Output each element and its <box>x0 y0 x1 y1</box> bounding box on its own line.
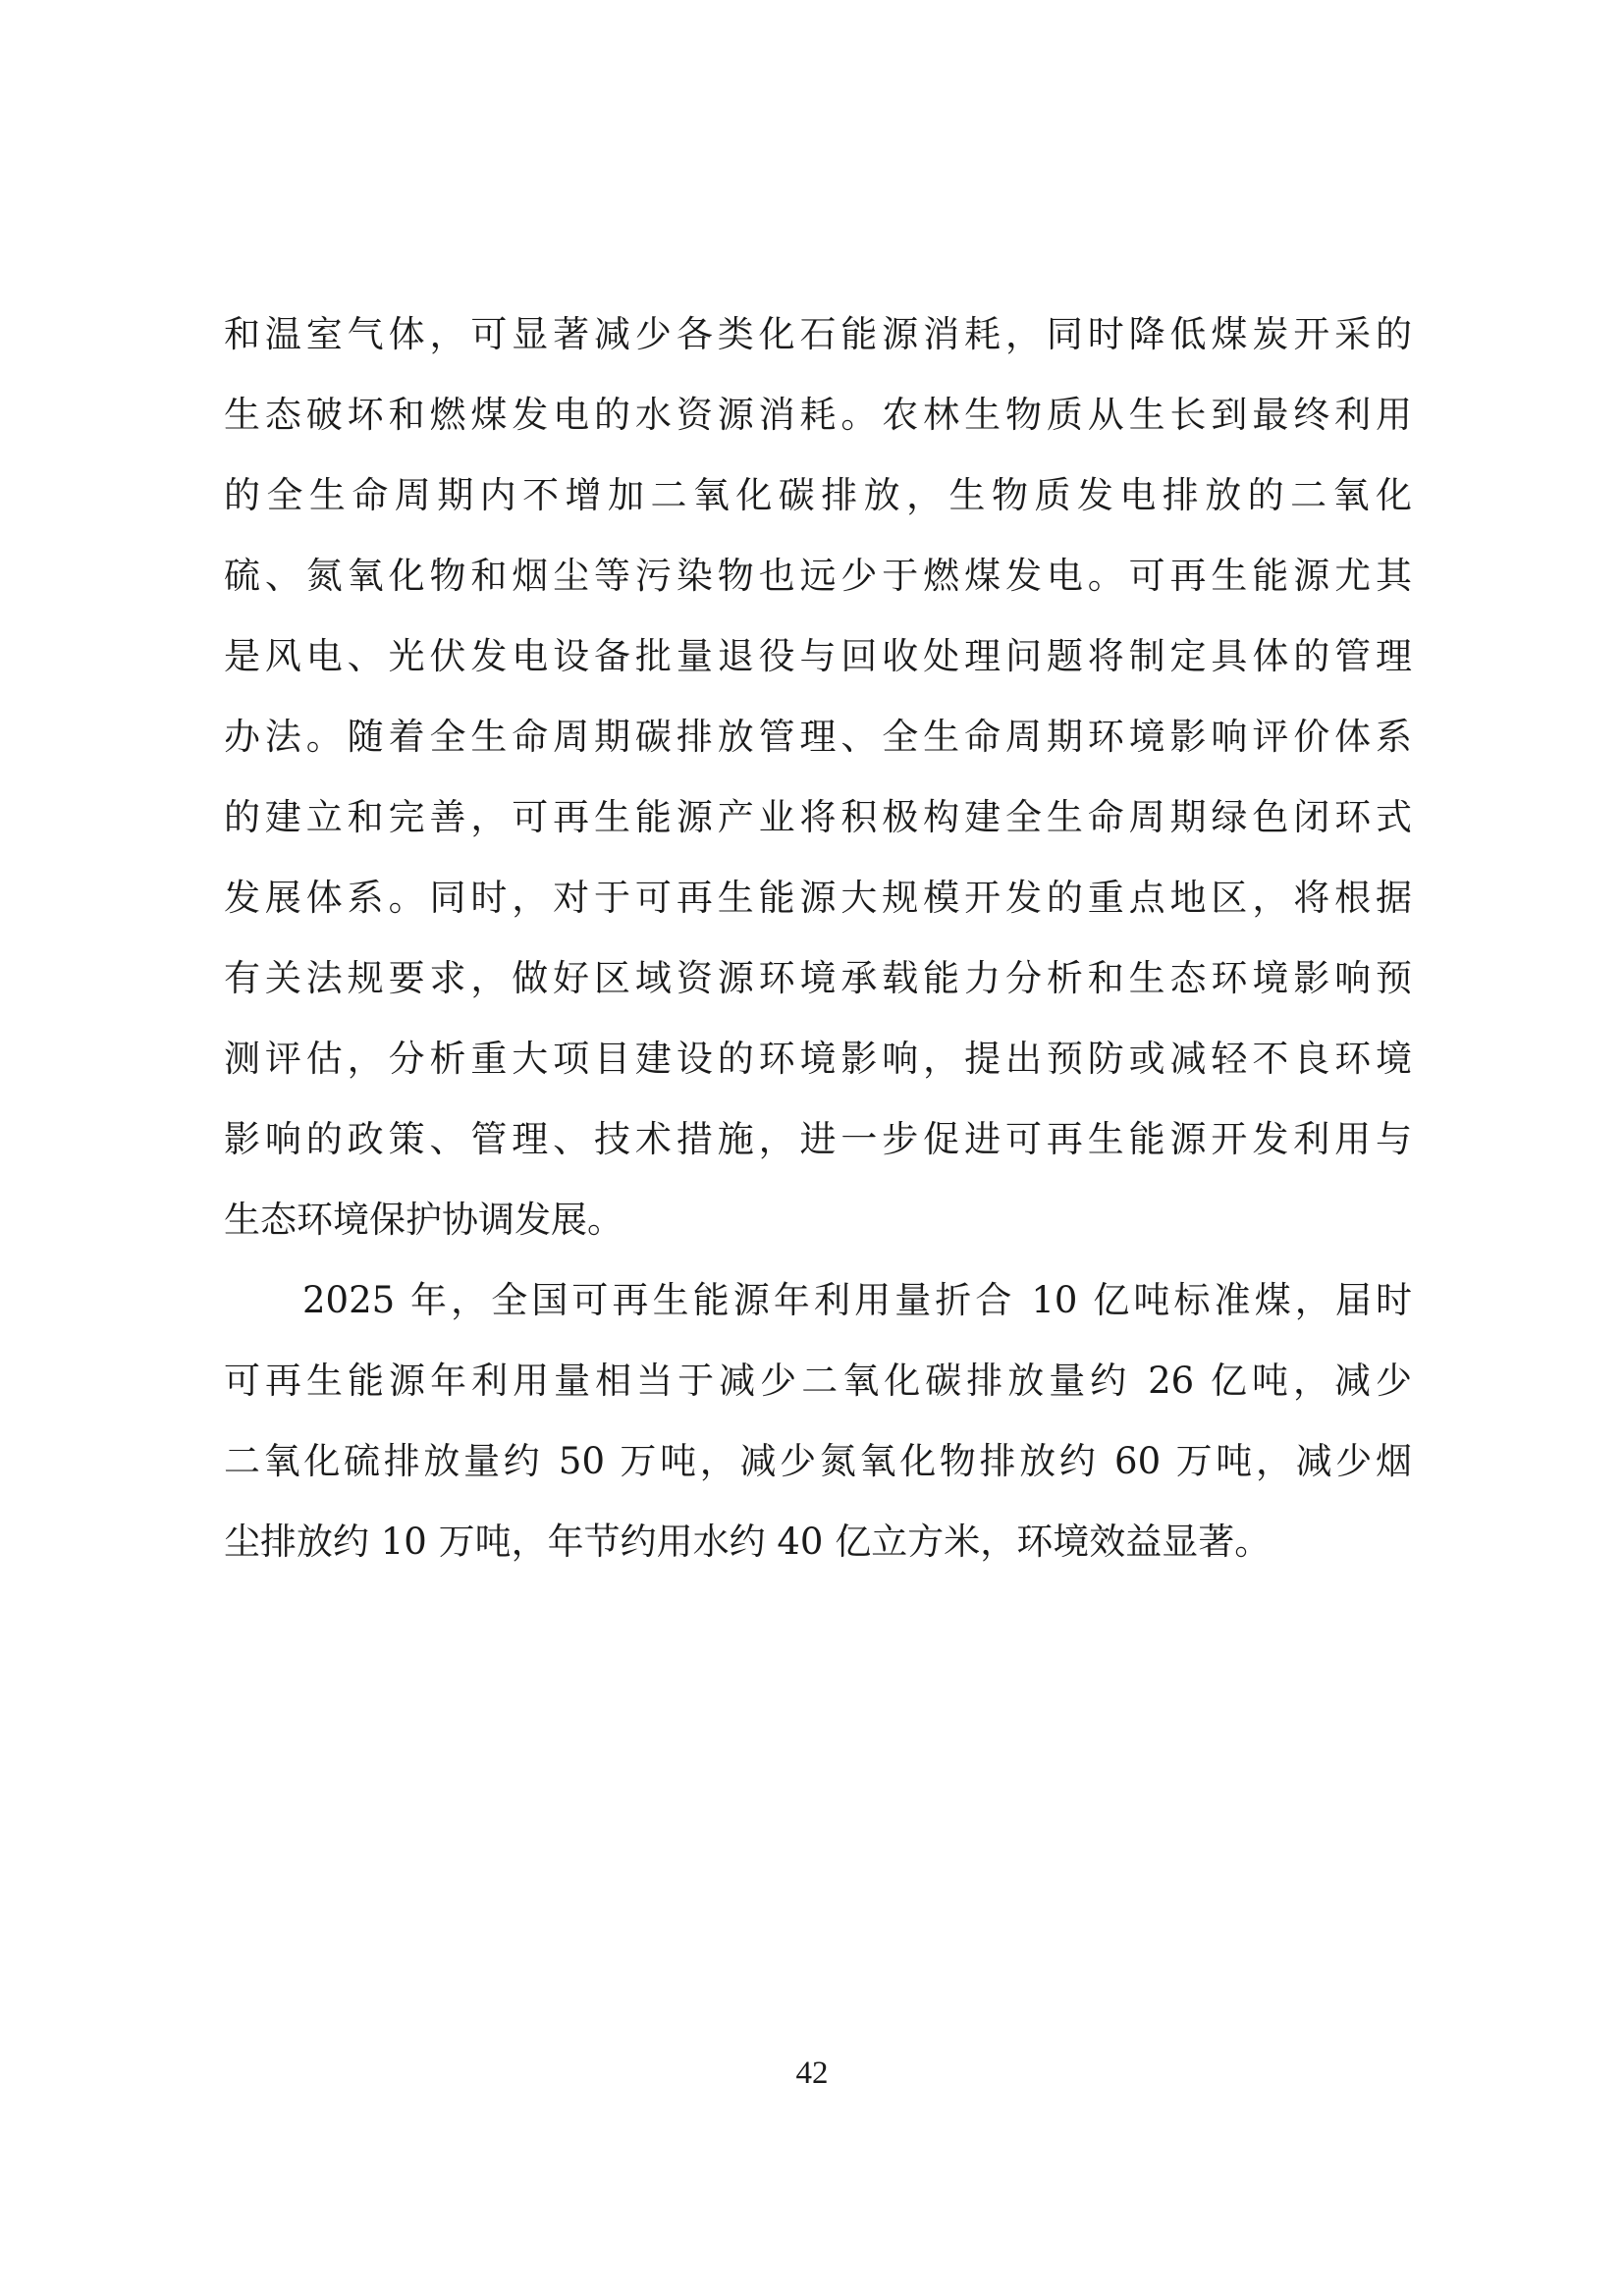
text-line: 的建立和完善，可再生能源产业将积极构建全生命周期绿色闭环式 <box>224 796 1412 838</box>
text-line: 影响的政策、管理、技术措施，进一步促进可再生能源开发利用与 <box>224 1118 1412 1160</box>
text-line: 硫、氮氧化物和烟尘等污染物也远少于燃煤发电。可再生能源尤其 <box>224 555 1412 597</box>
text-line: 有关法规要求，做好区域资源环境承载能力分析和生态环境影响预 <box>224 957 1412 999</box>
body-text <box>224 294 1412 1582</box>
text-line: 可再生能源年利用量相当于减少二氧化碳排放量约 26 亿吨，减少 <box>224 1360 1412 1402</box>
text-line: 2025 年，全国可再生能源年利用量折合 10 亿吨标准煤，届时 <box>302 1279 1412 1321</box>
text-line: 的全生命周期内不增加二氧化碳排放，生物质发电排放的二氧化 <box>224 474 1412 516</box>
text-line: 测评估，分析重大项目建设的环境影响，提出预防或减轻不良环境 <box>224 1038 1412 1080</box>
text-line: 二氧化硫排放量约 50 万吨，减少氮氧化物排放约 60 万吨，减少烟 <box>224 1440 1412 1482</box>
paragraph-2 <box>224 1260 1412 1582</box>
text-line: 和温室气体，可显著减少各类化石能源消耗，同时降低煤炭开采的 <box>224 313 1412 355</box>
text-line: 生态环境保护协调发展。 <box>224 1199 623 1241</box>
text-line: 办法。随着全生命周期碳排放管理、全生命周期环境影响评价体系 <box>224 716 1412 758</box>
text-line: 尘排放约 10 万吨，年节约用水约 40 亿立方米，环境效益显著。 <box>224 1521 1272 1563</box>
paragraph-1 <box>224 294 1412 1260</box>
text-line: 是风电、光伏发电设备批量退役与回收处理问题将制定具体的管理 <box>224 635 1412 677</box>
page-number: 42 <box>795 2056 829 2091</box>
text-line: 发展体系。同时，对于可再生能源大规模开发的重点地区，将根据 <box>224 877 1412 919</box>
text-line: 生态破坏和燃煤发电的水资源消耗。农林生物质从生长到最终利用 <box>224 394 1412 436</box>
